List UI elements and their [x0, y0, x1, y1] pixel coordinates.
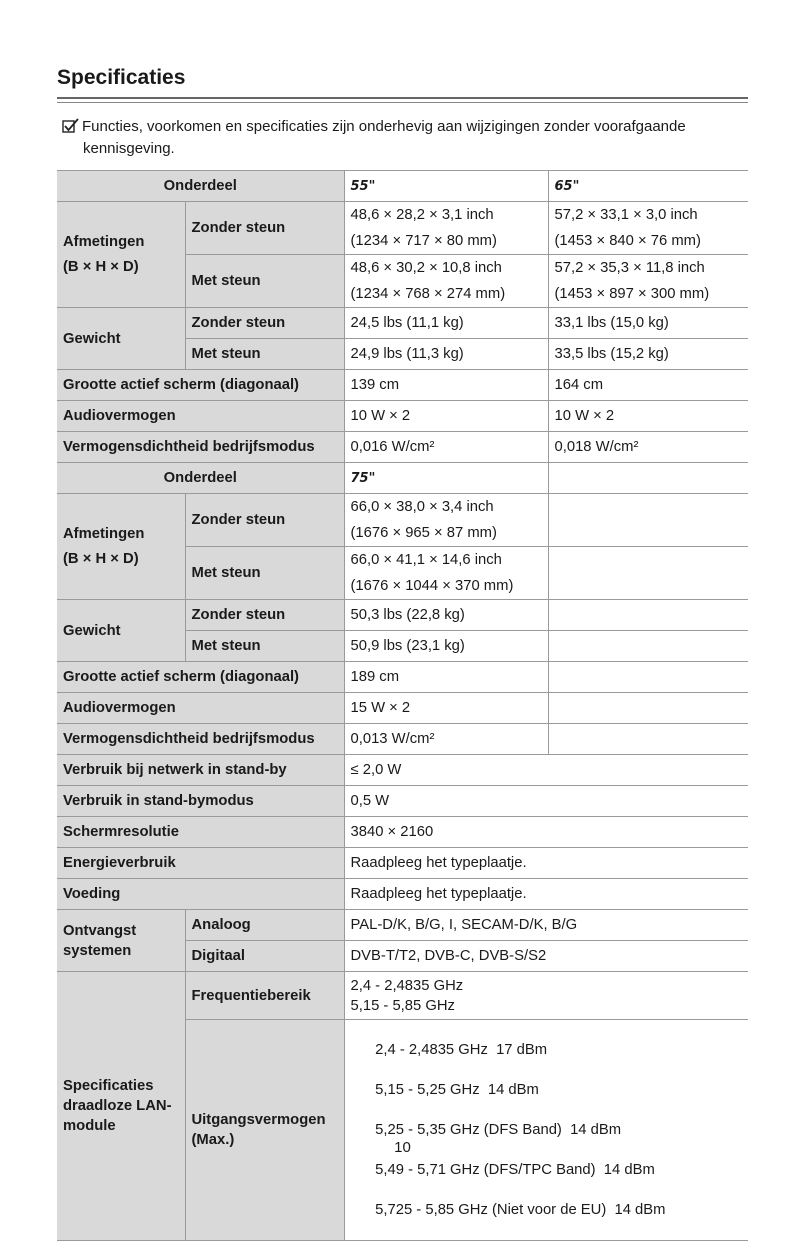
note-line-1: Functies, voorkomen en specificaties zijn onderhevig aan wijzigingen zonder voorafgaande	[82, 118, 686, 135]
column-75: 75"	[344, 463, 548, 494]
value-cell: 10 W × 2	[344, 401, 548, 432]
table-row	[57, 693, 748, 724]
value-cell: 164 cm	[548, 370, 748, 401]
value-line: (1676 × 1044 × 370 mm)	[350, 578, 514, 594]
value-line: 66,0 × 38,0 × 3,4 inch	[350, 499, 494, 515]
value-cell: ≤ 2,0 W	[344, 755, 748, 786]
value-cell: 24,5 lbs (11,1 kg)	[344, 308, 548, 339]
value-cell: 139 cm	[344, 370, 548, 401]
value-cell: 189 cm	[344, 662, 548, 693]
ontvangst-label: Ontvangst	[63, 922, 137, 939]
value-cell: 33,5 lbs (15,2 kg)	[548, 339, 748, 370]
value-cell	[548, 202, 748, 255]
label-audiovermogen: Audiovermogen	[57, 401, 344, 432]
page-title: Specificaties	[57, 66, 186, 89]
label-zonder-steun: Zonder steun	[185, 494, 344, 547]
value-cell: 50,3 lbs (22,8 kg)	[344, 600, 548, 631]
value-cell: 15 W × 2	[344, 693, 548, 724]
value-line: 5,25 - 5,35 GHz (DFS Band) 14 dBm	[375, 1122, 622, 1138]
empty-cell	[548, 463, 748, 494]
value-cell: DVB-T/T2, DVB-C, DVB-S/S2	[344, 941, 748, 972]
value-line: (1453 × 897 × 300 mm)	[554, 286, 710, 302]
empty-cell	[548, 631, 748, 662]
page-number: 10	[394, 1139, 411, 1156]
label-gewicht: Gewicht	[57, 600, 185, 662]
table-row	[57, 817, 748, 848]
afmetingen-sub: (B × H × D)	[63, 258, 139, 275]
afmetingen-sub: (B × H × D)	[63, 550, 139, 567]
value-line: 48,6 × 30,2 × 10,8 inch	[350, 260, 502, 276]
value-cell	[344, 547, 548, 600]
table-row	[57, 432, 748, 463]
value-line: 66,0 × 41,1 × 14,6 inch	[350, 552, 502, 568]
wlan-label-2: draadloze LAN-	[63, 1098, 172, 1114]
title-rule	[57, 97, 748, 99]
label-uitgangsvermogen	[185, 1020, 344, 1241]
value-line: (1453 × 840 × 76 mm)	[554, 233, 701, 249]
value-cell: 10 W × 2	[548, 401, 748, 432]
label-grootte: Grootte actief scherm (diagonaal)	[57, 370, 344, 401]
label-ontvangst	[57, 910, 185, 972]
value-cell: 0,013 W/cm²	[344, 724, 548, 755]
uitgang-label-1: Uitgangsvermogen	[191, 1112, 326, 1128]
table-row	[57, 463, 748, 494]
table-row	[57, 202, 748, 255]
table-row	[57, 879, 748, 910]
value-cell	[344, 1020, 748, 1241]
empty-cell	[548, 724, 748, 755]
checkmark-box-icon	[62, 118, 79, 133]
label-vermogensdichtheid: Vermogensdichtheid bedrijfsmodus	[57, 432, 344, 463]
uitgang-label-2: (Max.)	[191, 1132, 235, 1148]
table-row	[57, 494, 748, 547]
wlan-label-3: module	[63, 1118, 116, 1134]
value-line: 5,15 - 5,25 GHz 14 dBm	[375, 1082, 539, 1098]
value-line: 5,15 - 5,85 GHz	[350, 997, 455, 1014]
table-row	[57, 786, 748, 817]
value-cell	[344, 972, 748, 1020]
afmetingen-label: Afmetingen	[63, 525, 145, 542]
label-audiovermogen: Audiovermogen	[57, 693, 344, 724]
value-cell: 0,018 W/cm²	[548, 432, 748, 463]
table-row	[57, 972, 748, 1020]
label-zonder-steun: Zonder steun	[185, 308, 344, 339]
value-cell: 50,9 lbs (23,1 kg)	[344, 631, 548, 662]
ontvangst-sub: systemen	[63, 942, 132, 959]
value-line: (1234 × 768 × 274 mm)	[350, 286, 506, 302]
value-cell: 24,9 lbs (11,3 kg)	[344, 339, 548, 370]
value-line: 2,4 - 2,4835 GHz 17 dBm	[375, 1042, 548, 1058]
table-row	[57, 848, 748, 879]
value-cell: PAL-D/K, B/G, I, SECAM-D/K, B/G	[344, 910, 748, 941]
label-wlan	[57, 972, 185, 1241]
value-line: 48,6 × 28,2 × 3,1 inch	[350, 207, 494, 223]
label-vermogensdichtheid: Vermogensdichtheid bedrijfsmodus	[57, 724, 344, 755]
column-65: 65"	[548, 171, 748, 202]
value-cell	[344, 202, 548, 255]
empty-cell	[548, 693, 748, 724]
note-line-2: kennisgeving.	[83, 140, 175, 157]
value-line: 57,2 × 33,1 × 3,0 inch	[554, 207, 698, 223]
table-row	[57, 370, 748, 401]
label-zonder-steun: Zonder steun	[185, 202, 344, 255]
label-afmetingen	[57, 494, 185, 600]
label-digitaal: Digitaal	[185, 941, 344, 972]
afmetingen-label: Afmetingen	[63, 233, 145, 250]
label-met-steun: Met steun	[185, 547, 344, 600]
label-grootte: Grootte actief scherm (diagonaal)	[57, 662, 344, 693]
value-line: 5,725 - 5,85 GHz (Niet voor de EU) 14 dBm	[375, 1202, 666, 1218]
table-row	[57, 662, 748, 693]
disclaimer-note	[62, 116, 742, 160]
label-analoog: Analoog	[185, 910, 344, 941]
table-row	[57, 600, 748, 631]
empty-cell	[548, 494, 748, 547]
value-line: (1676 × 965 × 87 mm)	[350, 525, 497, 541]
label-voeding: Voeding	[57, 879, 344, 910]
label-met-steun: Met steun	[185, 255, 344, 308]
label-zonder-steun: Zonder steun	[185, 600, 344, 631]
value-cell: 33,1 lbs (15,0 kg)	[548, 308, 748, 339]
label-met-steun: Met steun	[185, 631, 344, 662]
empty-cell	[548, 600, 748, 631]
value-cell: Raadpleeg het typeplaatje.	[344, 848, 748, 879]
label-met-steun: Met steun	[185, 339, 344, 370]
table-row	[57, 308, 748, 339]
value-line: 2,4 - 2,4835 GHz	[350, 977, 464, 994]
title-rule-thin	[57, 102, 748, 103]
value-cell: 3840 × 2160	[344, 817, 748, 848]
wlan-label-1: Specificaties	[63, 1078, 154, 1094]
label-schermresolutie: Schermresolutie	[57, 817, 344, 848]
table-row	[57, 724, 748, 755]
table-row	[57, 910, 748, 941]
table-row	[57, 401, 748, 432]
value-line: 57,2 × 35,3 × 11,8 inch	[554, 260, 705, 276]
value-cell	[344, 494, 548, 547]
table-row	[57, 755, 748, 786]
label-standby-netwerk: Verbruik bij netwerk in stand-by	[57, 755, 344, 786]
column-55: 55"	[344, 171, 548, 202]
value-cell: 0,016 W/cm²	[344, 432, 548, 463]
specifications-table	[57, 170, 748, 1241]
value-cell: 0,5 W	[344, 786, 748, 817]
value-cell	[548, 255, 748, 308]
value-line: 5,49 - 5,71 GHz (DFS/TPC Band) 14 dBm	[375, 1162, 655, 1178]
value-cell: Raadpleeg het typeplaatje.	[344, 879, 748, 910]
header-onderdeel: Onderdeel	[57, 463, 344, 494]
empty-cell	[548, 547, 748, 600]
table-row	[57, 171, 748, 202]
label-gewicht: Gewicht	[57, 308, 185, 370]
label-frequentiebereik: Frequentiebereik	[185, 972, 344, 1020]
value-line: (1234 × 717 × 80 mm)	[350, 233, 497, 249]
header-onderdeel: Onderdeel	[57, 171, 344, 202]
label-afmetingen	[57, 202, 185, 308]
value-cell	[344, 255, 548, 308]
empty-cell	[548, 662, 748, 693]
label-energieverbruik: Energieverbruik	[57, 848, 344, 879]
label-standby: Verbruik in stand-bymodus	[57, 786, 344, 817]
